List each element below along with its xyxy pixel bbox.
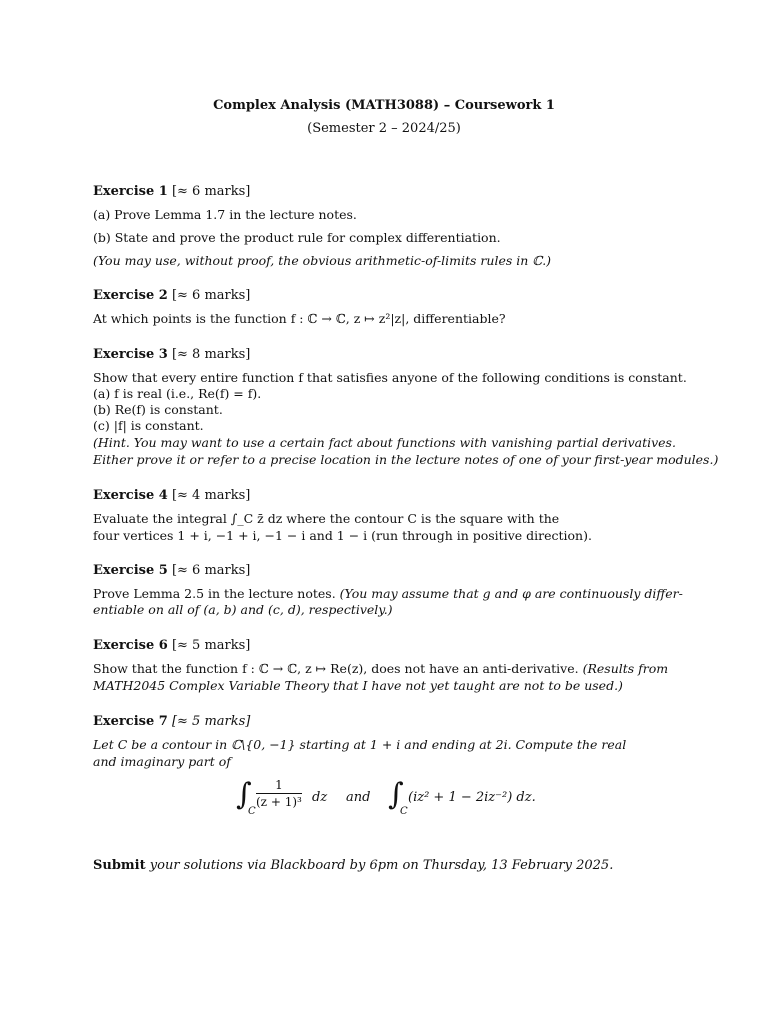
exercise-4-heading bbox=[93, 488, 250, 503]
exercise-5-title: Exercise 5 bbox=[93, 563, 168, 578]
exercise-2-title: Exercise 2 bbox=[93, 288, 168, 303]
exercise-1-line-a: (a) Prove Lemma 1.7 in the lecture notes. bbox=[93, 207, 357, 222]
exercise-1-note: (You may use, without proof, the obvious arithmetic-of-limits rules in ℂ.) bbox=[93, 253, 552, 268]
exercise-6-line-1 bbox=[93, 661, 668, 676]
fraction-numerator: 1 bbox=[256, 778, 302, 794]
exercise-7-line-2: and imaginary part of bbox=[93, 754, 231, 769]
exercise-1-title: Exercise 1 bbox=[93, 184, 168, 199]
exercise-1-line-b: (b) State and prove the product rule for complex differentiation. bbox=[93, 230, 501, 245]
exercise-6-heading bbox=[93, 638, 250, 653]
exercise-7-heading bbox=[93, 714, 250, 729]
page-subtitle: (Semester 2 – 2024/25) bbox=[307, 121, 461, 136]
exercise-7-title: Exercise 7 bbox=[93, 714, 168, 729]
exercise-6-title: Exercise 6 bbox=[93, 638, 168, 653]
exercise-5-marks: [≈ 6 marks] bbox=[171, 563, 251, 578]
exercise-4-title: Exercise 4 bbox=[93, 488, 168, 503]
exercise-3-line-intro: Show that every entire function f that satisfies anyone of the following conditions is constant. bbox=[93, 370, 687, 385]
exercise-6-note-1: (Results from bbox=[582, 661, 669, 676]
fraction-denominator: (z + 1)³ bbox=[256, 795, 302, 809]
exercise-3-title: Exercise 3 bbox=[93, 347, 168, 362]
exercise-6-text: Show that the function f : ℂ → ℂ, z ↦ Re(z), does not have an anti-derivative. bbox=[93, 661, 583, 676]
exercise-4-line-2: four vertices 1 + i, −1 + i, −1 − i and 1 − i (run through in positive direction). bbox=[93, 528, 592, 543]
exercise-3-marks: [≈ 8 marks] bbox=[171, 347, 251, 362]
integral-sign-1: ∫ bbox=[236, 777, 252, 812]
exercise-2-marks: [≈ 6 marks] bbox=[171, 288, 251, 303]
exercise-1-heading bbox=[93, 184, 250, 199]
exercise-2-heading bbox=[93, 288, 250, 303]
integral-display bbox=[236, 778, 556, 818]
and-word: and bbox=[346, 790, 371, 805]
exercise-4-marks: [≈ 4 marks] bbox=[171, 488, 251, 503]
exercise-5-text: Prove Lemma 2.5 in the lecture notes. bbox=[93, 586, 340, 601]
integral-2-expression: (iz² + 1 − 2iz⁻²) dz. bbox=[408, 790, 536, 805]
integral-1-subscript: C bbox=[248, 806, 256, 817]
exercise-5-heading bbox=[93, 563, 250, 578]
exercise-2-line: At which points is the function f : ℂ → ℂ, z ↦ z²|z|, differentiable? bbox=[93, 311, 506, 326]
exercise-3-hint-1: (Hint. You may want to use a certain fact about functions with vanishing partial derivatives. bbox=[93, 435, 676, 450]
exercise-6-marks: [≈ 5 marks] bbox=[171, 638, 251, 653]
exercise-4-line-1: Evaluate the integral ∫_C z̄ dz where the contour C is the square with the bbox=[93, 511, 560, 526]
exercise-5-line-1 bbox=[93, 586, 683, 601]
exercise-3-hint-2: Either prove it or refer to a precise location in the lecture notes of one of your first-year modules.) bbox=[93, 452, 719, 467]
submit-label: Submit bbox=[93, 858, 146, 873]
exercise-7-marks: [≈ 5 marks] bbox=[171, 714, 251, 729]
exercise-5-note-2: entiable on all of (a, b) and (c, d), respectively.) bbox=[93, 602, 393, 617]
integral-1-dz: dz bbox=[312, 790, 328, 805]
fraction bbox=[256, 778, 302, 809]
exercise-3-heading bbox=[93, 347, 250, 362]
exercise-1-marks: [≈ 6 marks] bbox=[171, 184, 251, 199]
submit-text: your solutions via Blackboard by 6pm on Thursday, 13 February 2025. bbox=[149, 858, 614, 873]
page-title: Complex Analysis (MATH3088) – Coursework 1 bbox=[213, 98, 555, 113]
submit-line bbox=[93, 858, 613, 873]
integral-sign-2: ∫ bbox=[388, 777, 404, 812]
integral-2-subscript: C bbox=[400, 806, 408, 817]
exercise-3-line-b: (b) Re(f) is constant. bbox=[93, 402, 223, 417]
exercise-5-note-1: (You may assume that g and φ are continuously differ- bbox=[339, 586, 683, 601]
exercise-6-note-2: MATH2045 Complex Variable Theory that I have not yet taught are not to be used.) bbox=[93, 678, 623, 693]
exercise-7-line-1: Let C be a contour in ℂ\{0, −1} starting at 1 + i and ending at 2i. Compute the real bbox=[93, 737, 627, 752]
exercise-3-line-a: (a) f is real (i.e., Re(f) = f). bbox=[93, 386, 262, 401]
exercise-3-line-c: (c) |f| is constant. bbox=[93, 418, 204, 433]
